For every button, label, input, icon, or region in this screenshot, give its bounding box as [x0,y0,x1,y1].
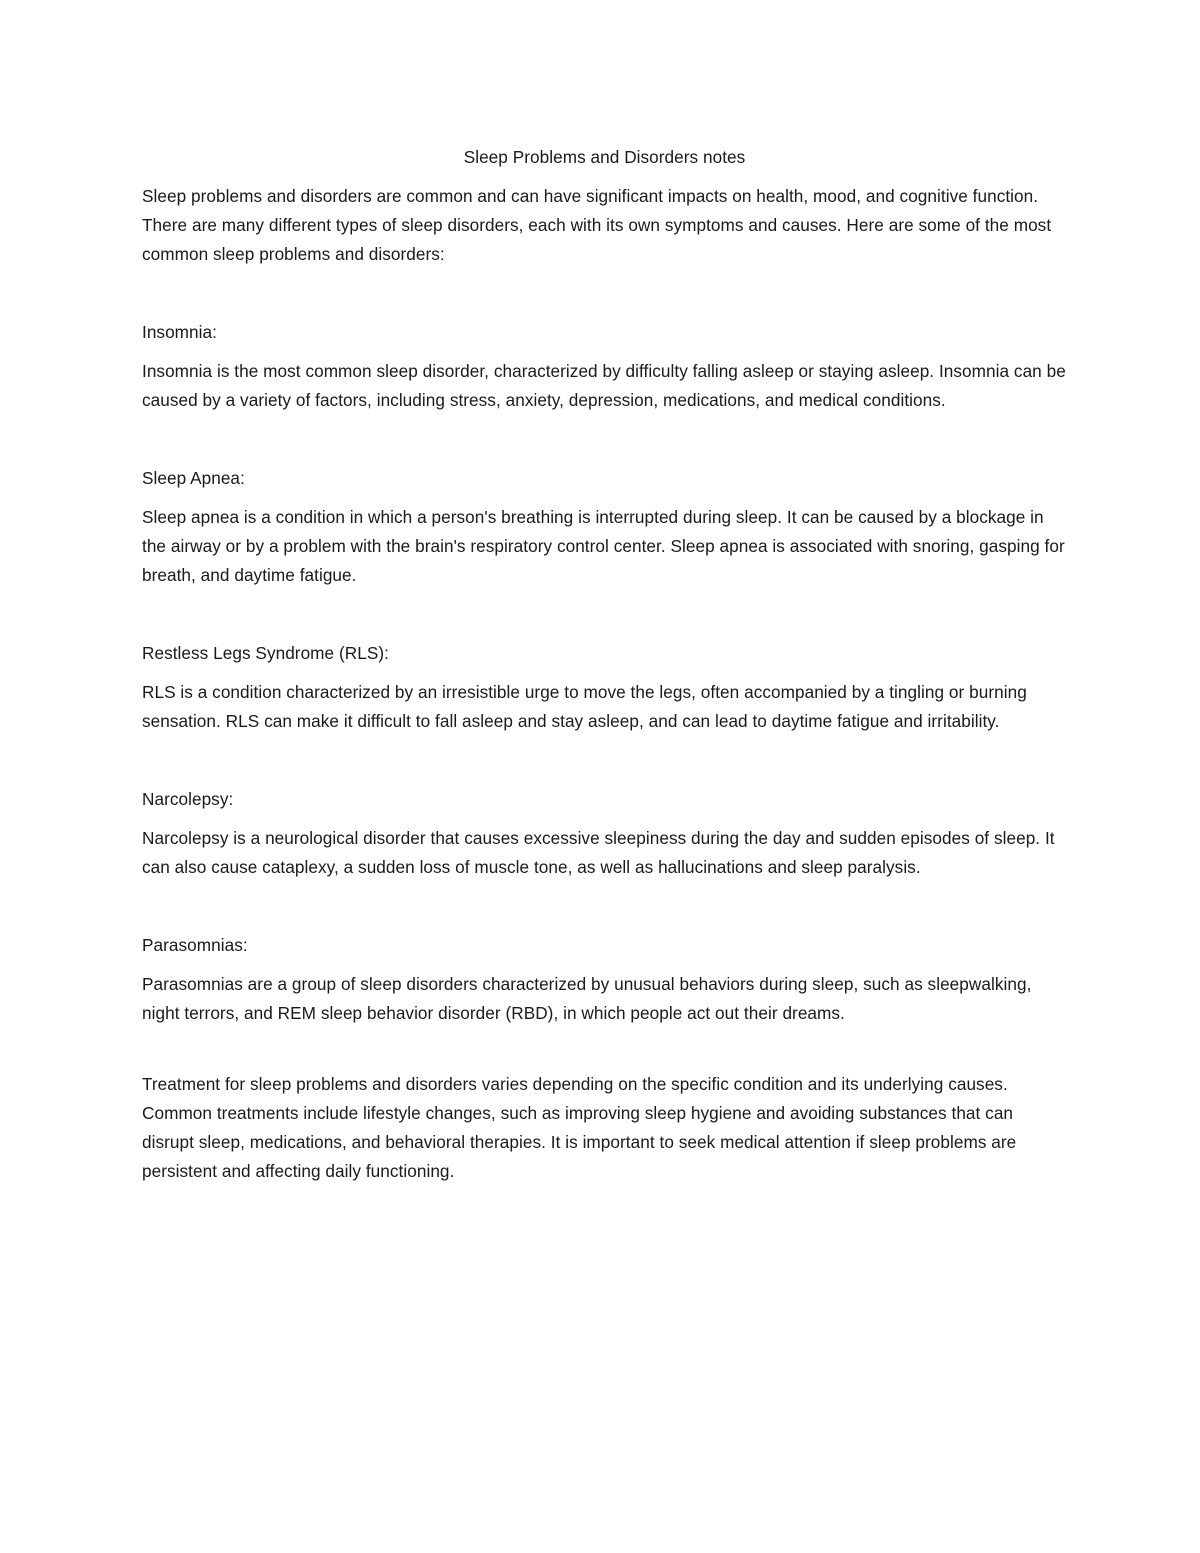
spacer [142,1038,1067,1060]
section-heading-sleep-apnea: Sleep Apnea: [142,468,245,488]
section-heading-rls: Restless Legs Syndrome (RLS): [142,643,389,663]
section-body-insomnia: Insomnia is the most common sleep disorder, characterized by difficulty falling asleep or staying asleep. Insomnia can be caused by a variety of factors, including stress, anxiety, depression, medications, and medical conditions. [142,361,1066,410]
spacer [142,279,1067,308]
section-body-rls: RLS is a condition characterized by an irresistible urge to move the legs, often accompanied by a tingling or burning sensation. RLS can make it difficult to fall asleep and stay asleep, and can lead to daytime fatigue and irritability. [142,682,1027,731]
spacer [142,746,1067,775]
section-body-parasomnias: Parasomnias are a group of sleep disorders characterized by unusual behaviors during sleep, such as sleepwalking, night terrors, and REM sleep behavior disorder (RBD), in which people act out their dreams. [142,974,1032,1023]
section-body-narcolepsy: Narcolepsy is a neurological disorder that causes excessive sleepiness during the day and sudden episodes of sleep. It can also cause cataplexy, a sudden loss of muscle tone, as well as hallucinations and sleep paralysis. [142,828,1055,877]
spacer [142,425,1067,454]
section-body-sleep-apnea: Sleep apnea is a condition in which a person's breathing is interrupted during sleep. It can be caused by a blockage in the airway or by a problem with the brain's respiratory control center. Sleep apnea is associated with snoring, gasping for breath, and daytime fatigue. [142,507,1065,585]
spacer [142,600,1067,629]
section-heading-insomnia: Insomnia: [142,322,217,342]
section-heading-narcolepsy: Narcolepsy: [142,789,234,809]
spacer [142,892,1067,921]
intro-paragraph: Sleep problems and disorders are common and can have significant impacts on health, mood, and cognitive function. There are many different types of sleep disorders, each with its own symptoms and causes. Here are some of the most common sleep problems and disorders: [142,186,1052,264]
document-body [142,143,1067,1196]
section-heading-parasomnias: Parasomnias: [142,935,248,955]
conclusion-paragraph: Treatment for sleep problems and disorders varies depending on the specific condition and its underlying causes. Common treatments include lifestyle changes, such as improving sleep hygiene and avoiding substances that can disrupt sleep, medications, and behavioral therapies. It is important to seek medical attention if sleep problems are persistent and affecting daily functioning. [142,1074,1017,1181]
document-title: Sleep Problems and Disorders notes [463,147,746,167]
